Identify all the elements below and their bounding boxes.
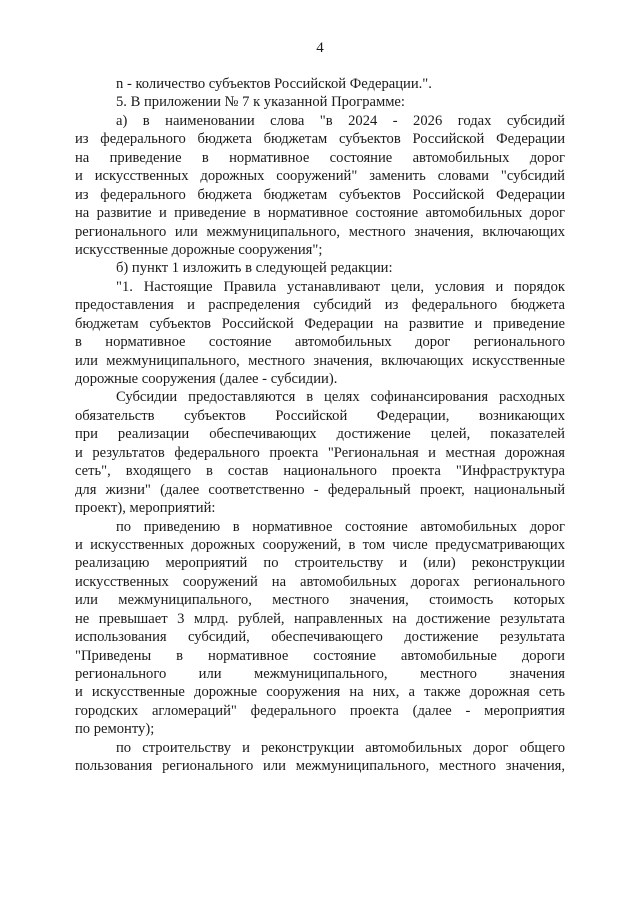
text-line: использования субсидий, обеспечивающего достижение результата (75, 629, 565, 646)
paragraph (75, 112, 565, 260)
text-line: не превышает 3 млрд. рублей, направленных на достижение результата (75, 610, 565, 627)
text-line: регионального или межмуниципального, местного значения, включающих (75, 223, 565, 240)
text-line: регионального или межмуниципального, местного значения (75, 666, 565, 682)
text-line: на развитие и приведение в нормативное состояние автомобильных дорог (75, 205, 565, 222)
text-line: искусственные дорожные сооружения"; (75, 241, 323, 258)
text-line: 5. В приложении № 7 к указанной Программе: (116, 94, 405, 111)
text-line: или межмуниципального, местного значения, включающих искусственные (75, 352, 565, 369)
text-line: по приведению в нормативное состояние автомобильных дорог (116, 518, 565, 535)
text-line: обязательств субъектов Российской Федерации, возникающих (75, 407, 565, 424)
text-line: или межмуниципального, местного значения, стоимость которых (75, 592, 565, 609)
text-line: из федерального бюджета бюджетам субъектов Российской Федерации (75, 131, 565, 148)
text-line: из федерального бюджета бюджетам субъектов Российской Федерации (75, 186, 565, 203)
paragraph (75, 518, 565, 739)
paragraph (75, 93, 565, 111)
text-line: по строительству и реконструкции автомобильных дорог общего (116, 739, 565, 756)
paragraph (75, 388, 565, 517)
paragraph (75, 259, 565, 277)
text-line: искусственных сооружений на автомобильных дорогах регионального (75, 573, 565, 590)
text-line: и результатов федерального проекта "Региональная и местная дорожная (75, 444, 565, 461)
text-line: пользования регионального или межмуниципального, местного значения, (75, 758, 565, 775)
text-line: дорожные сооружения (далее - субсидии). (75, 371, 338, 387)
text-line: а) в наименовании слова "в 2024 - 2026 годах субсидий (116, 112, 565, 129)
text-line: и искусственные дорожные сооружения на них, а также дорожная сеть (75, 684, 565, 701)
text-line: городских агломераций" федерального проекта (далее - мероприятия (75, 702, 565, 719)
text-line: для жизни" (далее соответственно - федеральный проект, национальный (75, 481, 565, 498)
text-line: и искусственных дорожных сооружений, в том числе предусматривающих (75, 536, 565, 553)
text-line: Субсидии предоставляются в целях софинансирования расходных (116, 389, 565, 406)
paragraph (75, 75, 565, 93)
text-line: на приведение в нормативное состояние автомобильных дорог (75, 149, 565, 166)
text-line: и искусственных дорожных сооружений" заменить словами "субсидий (75, 168, 565, 185)
text-line: "1. Настоящие Правила устанавливают цели, условия и порядок (116, 278, 565, 295)
text-line: предоставления и распределения субсидий из федерального бюджета (75, 297, 565, 314)
document-body (75, 75, 565, 776)
text-line: реализацию мероприятий по строительству и (или) реконструкции (75, 555, 565, 572)
text-line: при реализации обеспечивающих достижение целей, показателей (75, 426, 565, 443)
text-line: "Приведены в нормативное состояние автомобильные дороги (75, 647, 565, 664)
paragraph (75, 278, 565, 389)
text-line: проект), мероприятий: (75, 500, 216, 517)
text-line: бюджетам субъектов Российской Федерации на развитие и приведение (75, 315, 565, 332)
text-line: в нормативное состояние автомобильных дорог регионального (75, 334, 565, 351)
text-line: n - количество субъектов Российской Федерации.". (116, 76, 432, 92)
text-line: по ремонту); (75, 721, 155, 738)
text-line: б) пункт 1 изложить в следующей редакции: (116, 260, 393, 277)
text-line: сеть", входящего в состав национального проекта "Инфраструктура (75, 463, 565, 480)
paragraph (75, 739, 565, 776)
page-number: 4 (316, 40, 324, 56)
